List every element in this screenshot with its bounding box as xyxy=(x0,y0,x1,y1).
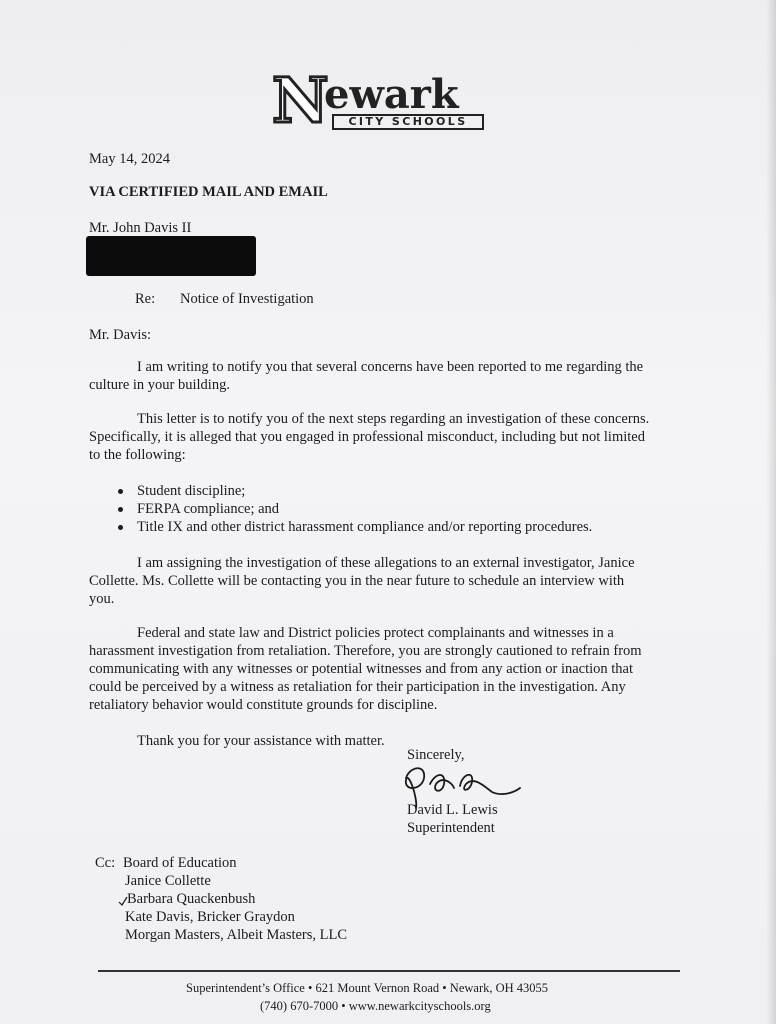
bullet-item: FERPA compliance; and xyxy=(137,501,280,517)
signer-name: David L. Lewis xyxy=(407,802,498,818)
newark-city-schools-logo xyxy=(272,64,488,137)
bullet-item: Student discipline; xyxy=(137,483,246,499)
paragraph-4-line: could be perceived by a witness as retaliation for their participation in the investigation. Any xyxy=(89,679,626,695)
logo-name: ewark xyxy=(324,71,459,118)
footer-address: Superintendent’s Office • 621 Mount Vernon Road • Newark, OH 43055 xyxy=(186,981,549,995)
bullet-dot xyxy=(118,489,123,494)
paragraph-2-line: to the following: xyxy=(89,447,186,463)
paragraph-3-line: I am assigning the investigation of these allegations to an external investigator, Janice xyxy=(137,555,635,571)
thanks-line: Thank you for your assistance with matter. xyxy=(137,733,385,749)
valediction: Sincerely, xyxy=(407,747,465,763)
cc-item: Kate Davis, Bricker Graydon xyxy=(125,909,295,925)
page-edge-shadow xyxy=(766,0,776,1024)
redacted-address-block xyxy=(86,236,256,276)
paragraph-2-line: Specifically, it is alleged that you engaged in professional misconduct, including but not limited xyxy=(89,429,645,445)
bullet-dot xyxy=(118,507,123,512)
paragraph-3-line: you. xyxy=(89,591,115,607)
paragraph-4-line: Federal and state law and District policies protect complainants and witnesses in a xyxy=(137,625,614,641)
logo-subtitle: CITY SCHOOLS xyxy=(332,114,484,130)
paragraph-4-line: communicating with any witnesses or potential witnesses and from any action or inaction that xyxy=(89,661,634,677)
paragraph-3-line: Collette. Ms. Collette will be contacting you in the near future to schedule an interview with xyxy=(89,573,625,589)
paragraph-1-line: culture in your building. xyxy=(89,377,230,393)
cc-item: Morgan Masters, Albeit Masters, LLC xyxy=(125,927,348,943)
re-label: Re: xyxy=(135,291,156,307)
paragraph-1-line: I am writing to notify you that several concerns have been reported to me regarding the xyxy=(137,359,644,375)
salutation: Mr. Davis: xyxy=(89,327,152,343)
letter-date: May 14, 2024 xyxy=(89,151,170,167)
paragraph-4-line: harassment investigation from retaliation. Therefore, you are strongly cautioned to refrain from xyxy=(89,643,642,659)
footer-rule xyxy=(98,970,680,972)
delivery-method: VIA CERTIFIED MAIL AND EMAIL xyxy=(89,184,328,200)
bullet-item: Title IX and other district harassment compliance and/or reporting procedures. xyxy=(137,519,593,535)
footer-contact: (740) 670-7000 • www.newarkcityschools.org xyxy=(260,999,491,1013)
cc-label: Cc: xyxy=(95,855,116,871)
bullet-dot xyxy=(118,525,123,530)
logo-initial: N xyxy=(272,64,329,137)
paragraph-2-line: This letter is to notify you of the next steps regarding an investigation of these concerns. xyxy=(137,411,650,427)
paragraph-4-line: retaliatory behavior would constitute grounds for discipline. xyxy=(89,697,438,713)
cc-item: Barbara Quackenbush xyxy=(127,891,256,907)
cc-item: Board of Education xyxy=(123,855,237,871)
re-subject: Notice of Investigation xyxy=(180,291,314,307)
recipient-name: Mr. John Davis II xyxy=(89,220,192,236)
signer-title: Superintendent xyxy=(407,820,495,836)
cc-item: Janice Collette xyxy=(125,873,211,889)
